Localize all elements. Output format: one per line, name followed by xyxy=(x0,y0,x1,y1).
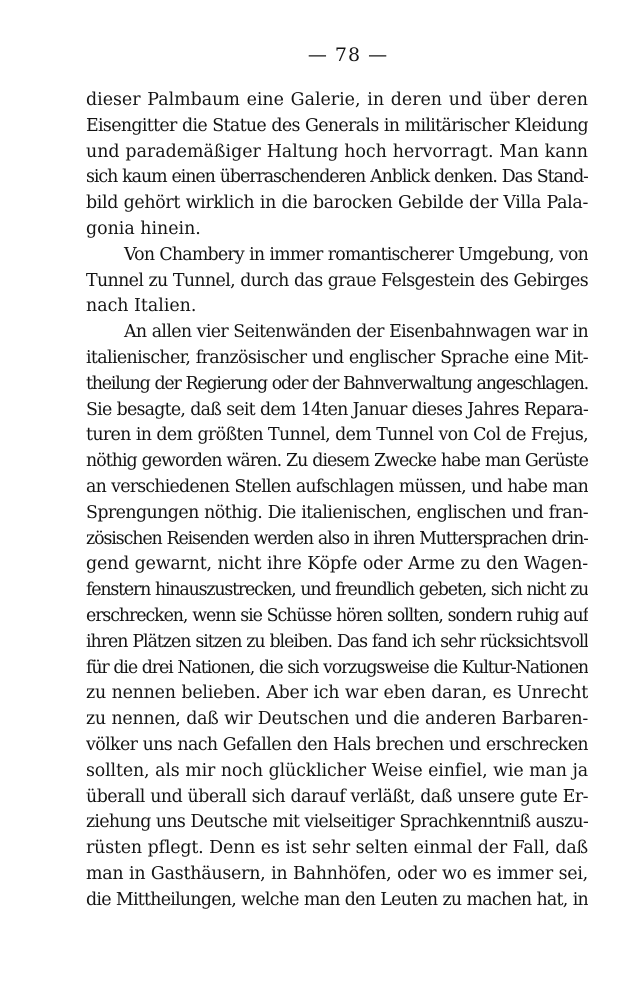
text-line: und parademäßiger Haltung hoch hervorragt. Man kann xyxy=(86,141,588,162)
text-line: überall und überall sich darauf verläßt, daß unsere gute Er- xyxy=(86,786,588,807)
text-line: zu nennen belieben. Aber ich war eben daran, es Unrecht xyxy=(86,683,588,704)
text-line: Von Chambery in immer romantischerer Umgebung, von xyxy=(124,244,588,265)
text-line: Sie besagte, daß seit dem 14ten Januar dieses Jahres Repara- xyxy=(86,399,588,420)
text-line: Tunnel zu Tunnel, durch das graue Felsgestein des Gebirges xyxy=(86,270,588,291)
text-line: gend gewarnt, nicht ihre Köpfe oder Arme zu den Wagen- xyxy=(86,554,588,575)
text-line: zu nennen, daß wir Deutschen und die anderen Barbaren- xyxy=(86,709,588,730)
text-line: man in Gasthäusern, in Bahnhöfen, oder wo es immer sei, xyxy=(86,863,588,884)
text-line: gonia hinein. xyxy=(86,218,201,239)
text-line: sollten, als mir noch glücklicher Weise einfiel, wie man ja xyxy=(86,760,588,781)
text-line: zösischen Reisenden werden also in ihren Muttersprachen drin- xyxy=(86,528,588,549)
text-line: Eisengitter die Statue des Generals in militärischer Kleidung xyxy=(86,115,588,136)
text-line: fenstern hinauszustrecken, und freundlich gebeten, sich nicht zu xyxy=(86,580,588,601)
text-line: italienischer, französischer und englischer Sprache eine Mit- xyxy=(86,347,588,368)
text-line: theilung der Regierung oder der Bahnverwaltung angeschlagen. xyxy=(86,373,588,394)
text-line: Sprengungen nöthig. Die italienischen, englischen und fran- xyxy=(86,502,588,523)
text-line: ihren Plätzen sitzen zu bleiben. Das fand ich sehr rücksichtsvoll xyxy=(86,631,588,652)
text-line: rüsten pflegt. Denn es ist sehr selten einmal der Fall, daß xyxy=(86,838,588,859)
text-line: An allen vier Seitenwänden der Eisenbahnwagen war in xyxy=(124,322,588,343)
text-line: nach Italien. xyxy=(86,296,197,317)
text-line: völker uns nach Gefallen den Hals brechen und erschrecken xyxy=(86,734,588,755)
text-line: bild gehört wirklich in die barocken Gebilde der Villa Pala- xyxy=(86,193,588,214)
text-line: turen in dem größten Tunnel, dem Tunnel von Col de Frejus, xyxy=(86,425,588,446)
text-line: nöthig geworden wären. Zu diesem Zwecke habe man Gerüste xyxy=(86,451,588,472)
page-number: — 78 — xyxy=(307,44,389,66)
body-text xyxy=(86,88,588,914)
text-line: für die drei Nationen, die sich vorzugsweise die Kultur-Nationen xyxy=(86,657,588,678)
text-line: ziehung uns Deutsche mit vielseitiger Sprachkenntniß auszu- xyxy=(86,812,588,833)
text-line: die Mittheilungen, welche man den Leuten zu machen hat, in xyxy=(86,889,588,910)
text-line: erschrecken, wenn sie Schüsse hören sollten, sondern ruhig auf xyxy=(86,605,588,626)
text-line: an verschiedenen Stellen aufschlagen müssen, und habe man xyxy=(86,476,588,497)
text-line: dieser Palmbaum eine Galerie, in deren und über deren xyxy=(86,90,588,110)
text-line: sich kaum einen überraschenderen Anblick denken. Das Stand- xyxy=(86,167,588,188)
